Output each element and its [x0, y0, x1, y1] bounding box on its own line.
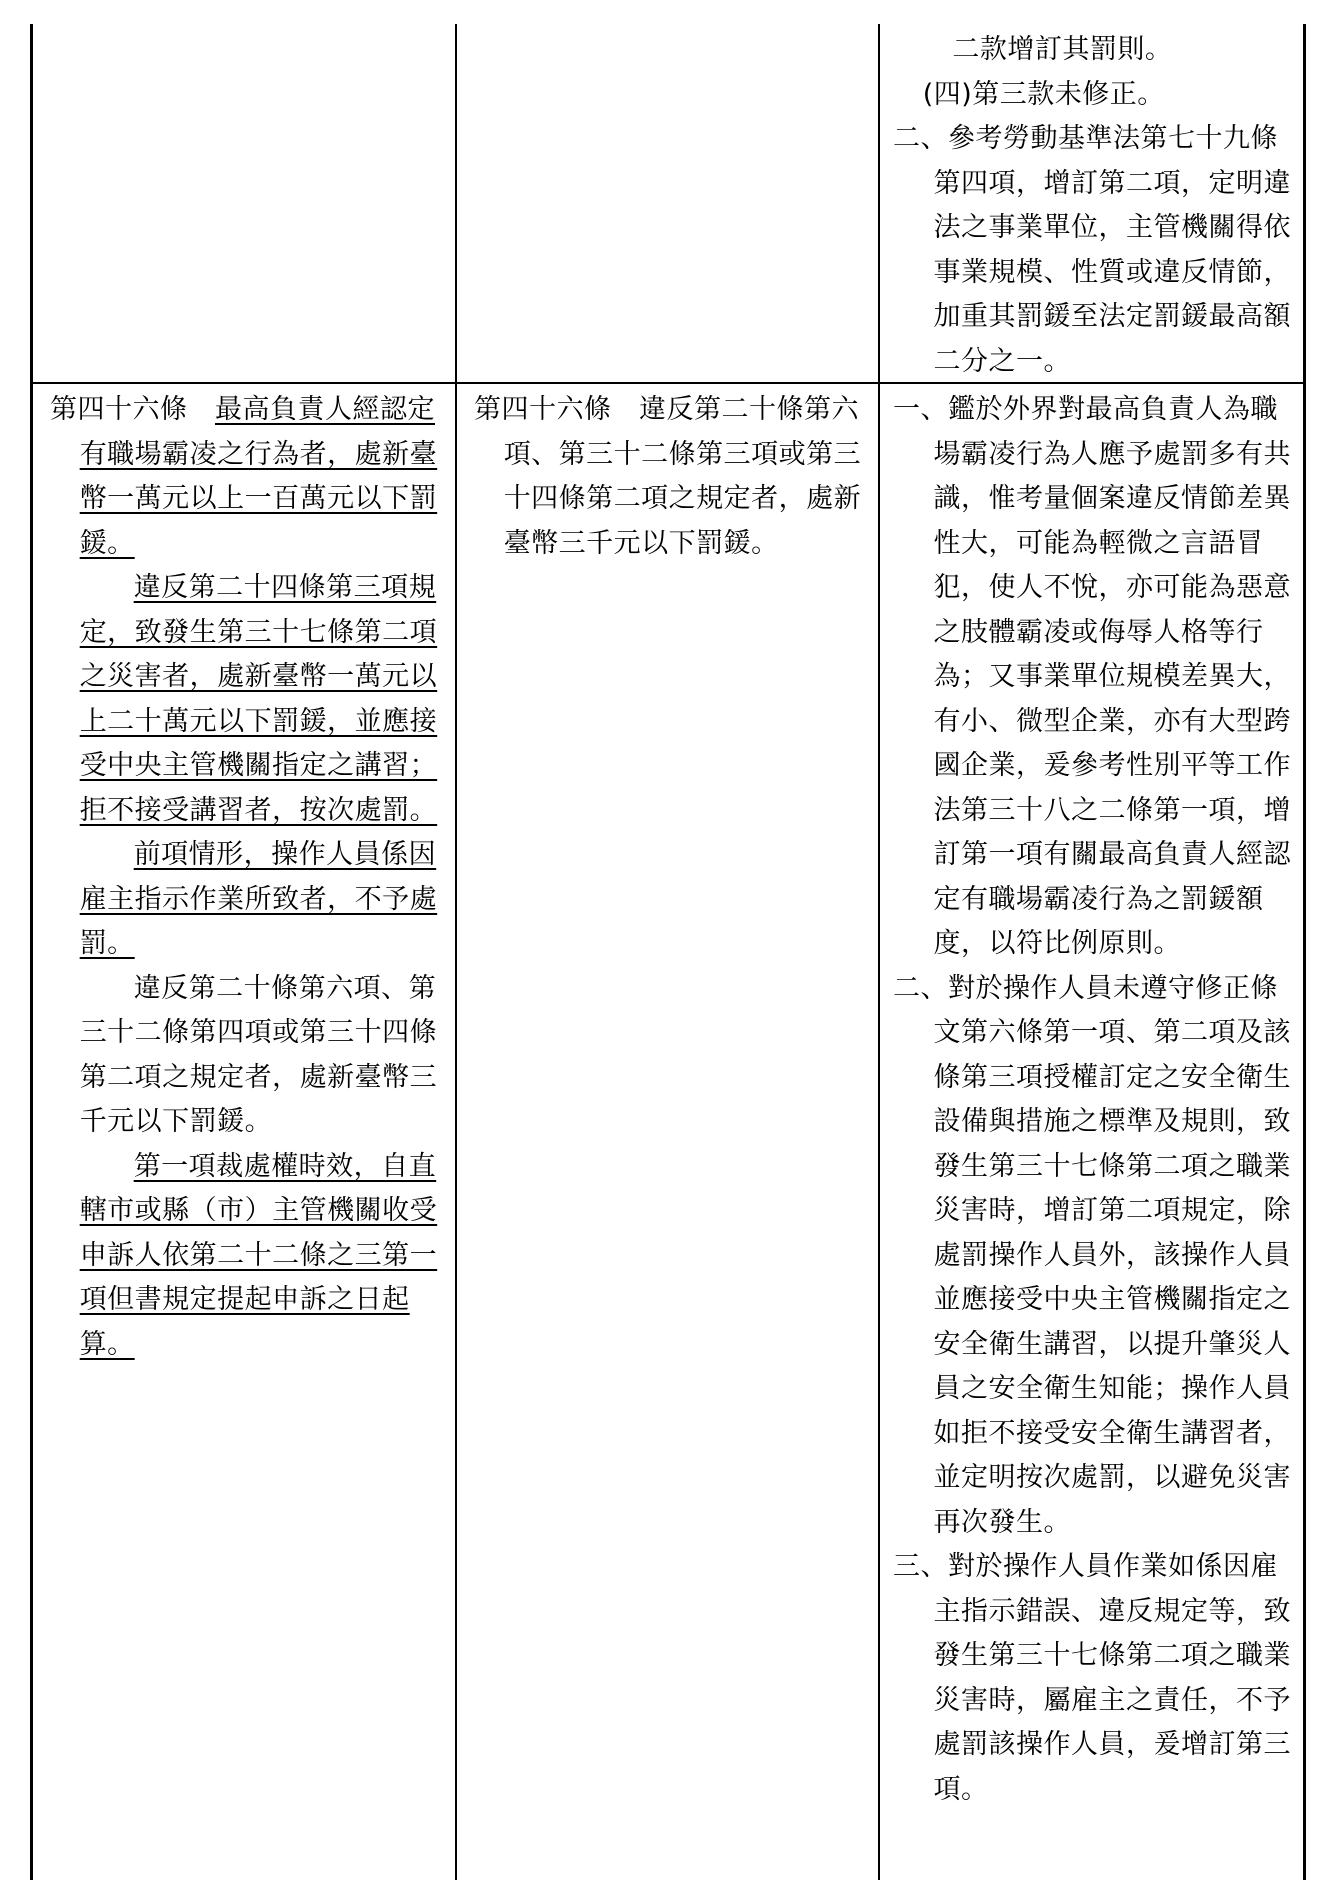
- amended-article-cell: [50, 388, 444, 1367]
- amended-paragraph-2-wrap: [50, 566, 444, 833]
- current-article-body: 違反第二十條第六項、第三十二條第三項或第三十四條第二項之規定者，處新臺幣三千元以下罰鍰。: [503, 394, 862, 559]
- column-divider-2: [878, 24, 880, 1880]
- current-article-heading: 第四十六條: [474, 394, 612, 425]
- amended-paragraph-2: 違反第二十四條第三項規定，致發生第三十七條第二項之災害者，處新臺幣一萬元以上二十萬元以下罰鍰，並應接受中央主管機關指定之講習；拒不接受講習者，按次處罰。: [79, 572, 438, 826]
- current-article-cell: [474, 388, 868, 566]
- explanation-item-2: 二、對於操作人員未遵守修正條文第六條第一項、第二項及該條第三項授權訂定之安全衛生設備與措施之標準及規則，致發生第三十七條第二項之職業災害時，增訂第二項規定，除處罰操作人員外，該操作人員並應接受中央主管機關指定之安全衛生講習，以提升肇災人員之安全衛生知能；操作人員如拒不接受安全衛生講習者，並定明按次處罰，以避免災害再次發生。: [893, 972, 1291, 1538]
- column-divider-1: [455, 24, 457, 1880]
- explanation-continuation-1: 二款增訂其罰則。: [952, 34, 1173, 65]
- explanation-cell: [893, 388, 1293, 1812]
- explanation-item-3: 三、對於操作人員作業如係因雇主指示錯誤、違反規定等，致發生第三十七條第二項之職業災害時，屬雇主之責任，不予處罰該操作人員，爰增訂第三項。: [893, 1551, 1291, 1805]
- current-article-text: [474, 388, 868, 566]
- explanation-item-1: 一、鑑於外界對最高負責人為職場霸凌行為人應予處罰多有共識，惟考量個案違反情節差異性大，可能為輕微之言語冒犯，使人不悅，亦可能為惡意之肢體霸凌或侮辱人格等行為；又事業單位規模差異大，有小、微型企業，亦有大型跨國企業，爰參考性別平等工作法第三十八之二條第一項，增訂第一項有關最高負責人經認定有職場霸凌行為之罰鍰額度，以符比例原則。: [893, 394, 1291, 959]
- amended-paragraph-5: 第一項裁處權時效，自直轄市或縣（市）主管機關收受申訴人依第二十二條之三第一項但書規定提起申訴之日起算。: [79, 1150, 438, 1360]
- table-right-border: [1303, 24, 1306, 1880]
- amended-paragraph-3: 前項情形，操作人員係因雇主指示作業所致者，不予處罰。: [79, 839, 438, 959]
- amended-paragraph-5-wrap: [50, 1145, 444, 1368]
- amended-paragraph-1: 最高負責人經認定有職場霸凌之行為者，處新臺幣一萬元以上一百萬元以下罰鍰。: [79, 394, 438, 559]
- amended-paragraph-4: 違反第二十條第六項、第三十二條第四項或第三十四條第二項之規定者，處新臺幣三千元以下罰鍰。: [79, 972, 438, 1137]
- top-row-explanation-cell: [893, 28, 1293, 384]
- explanation-item-2-labor-standards: 二、參考勞動基準法第七十九條第四項，增訂第二項，定明違法之事業單位，主管機關得依事業規模、性質或違反情節，加重其罰鍰至法定罰鍰最高額二分之一。: [893, 123, 1291, 377]
- amended-article-heading: 第四十六條: [50, 394, 188, 425]
- table-left-border: [30, 24, 33, 1880]
- amended-paragraph-3-wrap: [50, 833, 444, 967]
- amended-article-first-paragraph: [50, 388, 444, 566]
- explanation-continuation-2: (四)第三款未修正。: [922, 78, 1165, 110]
